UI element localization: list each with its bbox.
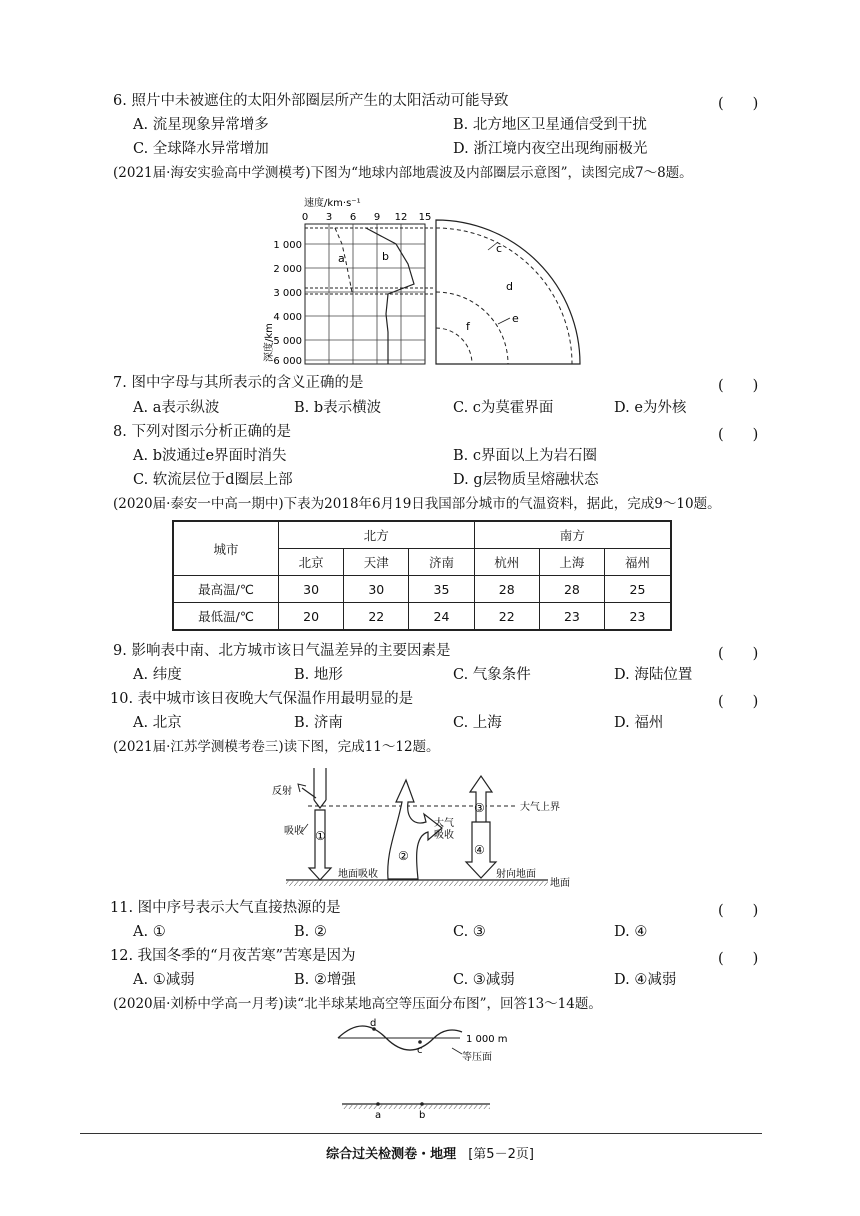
depth-tick: 2 000 — [273, 264, 302, 275]
q10-option-a: A. 北京 — [133, 715, 182, 731]
ground-label: 地面 — [550, 878, 570, 889]
isobar-label: 等压面 — [462, 1052, 492, 1063]
layer-c-label: c — [496, 242, 503, 255]
layer-d-label: d — [506, 280, 513, 293]
q9-answer-paren: ( ) — [718, 646, 759, 662]
source-note-7-8: (2021届·海安实验高中学测模考)下图为“地球内部地震波及内部圈层示意图”，读图完成7～8题。 — [113, 165, 693, 181]
q7-option-d: D. e为外核 — [614, 400, 687, 416]
city-name: 济南 — [409, 549, 474, 576]
row-label-max: 最高温/℃ — [173, 576, 279, 603]
city-temperature-table — [172, 520, 672, 631]
q6-option-c: C. 全球降水异常增加 — [133, 141, 269, 157]
to-ground-label: 射向地面 — [496, 869, 536, 880]
q6-option-b: B. 北方地区卫星通信受到干扰 — [453, 117, 647, 133]
q8-option-c: C. 软流层位于d圈层上部 — [133, 472, 293, 488]
row-label-min: 最低温/℃ — [173, 603, 279, 631]
atm-absorb-label-2: 吸收 — [434, 830, 454, 841]
ground-absorb-label: 地面吸收 — [338, 869, 378, 880]
q8-option-a: A. b波通过e界面时消失 — [133, 448, 287, 464]
city-name: 上海 — [539, 549, 604, 576]
point-d-label: d — [370, 1018, 377, 1029]
q8-stem: 8. 下列对图示分析正确的是 — [113, 424, 291, 440]
q7-answer-paren: ( ) — [718, 378, 759, 394]
q9-option-c: C. 气象条件 — [453, 667, 531, 683]
q6-answer-paren: ( ) — [718, 96, 759, 112]
table-header-south: 南方 — [474, 521, 671, 549]
speed-tick: 0 — [301, 212, 309, 223]
depth-tick: 6 000 — [273, 356, 302, 367]
q10-option-b: B. 济南 — [294, 715, 343, 731]
min-temp-cell: 24 — [409, 603, 474, 631]
q9-option-a: A. 纬度 — [133, 667, 182, 683]
q8-option-d: D. g层物质呈熔融状态 — [453, 472, 599, 488]
atm-absorb-label-1: 大气 — [434, 818, 454, 829]
curve-a-label: a — [338, 252, 345, 265]
min-temp-cell: 20 — [279, 603, 344, 631]
depth-tick: 4 000 — [273, 312, 302, 323]
speed-tick: 12 — [394, 212, 408, 223]
source-note-11-12: (2021届·江苏学测模考卷三)读下图，完成11～12题。 — [113, 739, 440, 755]
table-row — [173, 603, 671, 631]
atmosphere-top-label: 大气上界 — [520, 802, 560, 813]
number-3: ③ — [474, 801, 485, 815]
max-temp-cell: 28 — [474, 576, 539, 603]
city-name: 福州 — [605, 549, 671, 576]
number-1: ① — [315, 829, 326, 843]
q11-answer-paren: ( ) — [718, 903, 759, 919]
max-temp-cell: 35 — [409, 576, 474, 603]
q7-option-c: C. c为莫霍界面 — [453, 400, 554, 416]
isobaric-surface-figure — [330, 1018, 530, 1120]
q6-stem: 6. 照片中未被遮住的太阳外部圈层所产生的太阳活动可能导致 — [113, 93, 509, 109]
speed-ticks — [302, 212, 432, 223]
height-label: 1 000 m — [466, 1034, 508, 1045]
point-a-label: a — [375, 1110, 382, 1120]
depth-tick: 3 000 — [273, 288, 302, 299]
speed-tick: 9 — [373, 212, 381, 223]
q11-option-a: A. ① — [133, 924, 166, 940]
absorb-label: 吸收 — [284, 826, 304, 837]
q6-option-d: D. 浙江境内夜空出现绚丽极光 — [453, 141, 648, 157]
q9-stem: 9. 影响表中南、北方城市该日气温差异的主要因素是 — [113, 643, 451, 659]
source-note-13-14: (2020届·刘桥中学高一月考)读“北半球某地高空等压面分布图”，回答13～14题。 — [113, 996, 602, 1012]
q12-option-c: C. ③减弱 — [453, 972, 515, 988]
q12-stem: 12. 我国冬季的“月夜苦寒”苦寒是因为 — [110, 948, 356, 964]
page-footer — [0, 1143, 860, 1162]
min-temp-cell: 23 — [539, 603, 604, 631]
footer-page-number: [第5－2页] — [468, 1147, 534, 1162]
max-temp-cell: 30 — [344, 576, 409, 603]
number-2: ② — [398, 849, 409, 863]
speed-tick: 15 — [418, 212, 432, 223]
depth-tick: 1 000 — [273, 240, 302, 251]
table-header-north: 北方 — [279, 521, 475, 549]
atmospheric-heating-figure — [268, 762, 588, 890]
table-header-city: 城市 — [173, 521, 279, 576]
city-name: 杭州 — [474, 549, 539, 576]
point-c-label: c — [417, 1045, 423, 1056]
q10-answer-paren: ( ) — [718, 694, 759, 710]
q11-option-d: D. ④ — [614, 924, 648, 940]
point-b-label: b — [419, 1110, 426, 1120]
q12-option-d: D. ④减弱 — [614, 972, 677, 988]
depth-axis-label: 深度/km — [264, 323, 275, 362]
q7-stem: 7. 图中字母与其所表示的含义正确的是 — [113, 375, 364, 391]
q7-option-a: A. a表示纵波 — [133, 400, 220, 416]
layer-e-label: e — [512, 312, 519, 325]
q12-option-b: B. ②增强 — [294, 972, 356, 988]
min-temp-cell: 22 — [344, 603, 409, 631]
footer-rule — [80, 1133, 762, 1134]
footer-title: 综合过关检测卷・地理 — [326, 1147, 457, 1162]
min-temp-cell: 22 — [474, 603, 539, 631]
seismic-wave-figure — [258, 192, 588, 370]
city-name: 天津 — [344, 549, 409, 576]
speed-tick: 3 — [325, 212, 333, 223]
q12-answer-paren: ( ) — [718, 951, 759, 967]
q10-option-d: D. 福州 — [614, 715, 664, 731]
q7-option-b: B. b表示横波 — [294, 400, 382, 416]
speed-tick: 6 — [349, 212, 357, 223]
arrow-1 — [309, 810, 331, 880]
q6-option-a: A. 流星现象异常增多 — [133, 117, 269, 133]
q11-stem: 11. 图中序号表示大气直接热源的是 — [110, 900, 341, 916]
q10-option-c: C. 上海 — [453, 715, 502, 731]
reflect-label: 反射 — [272, 786, 292, 797]
q12-option-a: A. ①减弱 — [133, 972, 195, 988]
speed-axis-label: 速度/km·s⁻¹ — [304, 198, 361, 209]
curve-b-label: b — [382, 250, 389, 263]
layer-f-label: f — [466, 320, 470, 333]
table-row — [173, 576, 671, 603]
q9-option-d: D. 海陆位置 — [614, 667, 693, 683]
q10-stem: 10. 表中城市该日夜晚大气保温作用最明显的是 — [110, 691, 414, 707]
q9-option-b: B. 地形 — [294, 667, 343, 683]
source-note-9-10: (2020届·泰安一中高一期中)下表为2018年6月19日我国部分城市的气温资料，据此，完成9～10题。 — [113, 496, 721, 512]
q11-option-b: B. ② — [294, 924, 327, 940]
min-temp-cell: 23 — [605, 603, 671, 631]
q8-option-b: B. c界面以上为岩石圈 — [453, 448, 597, 464]
p-wave-curve — [366, 228, 414, 364]
depth-tick: 5 000 — [273, 336, 302, 347]
city-name: 北京 — [279, 549, 344, 576]
number-4: ④ — [474, 843, 485, 857]
q11-option-c: C. ③ — [453, 924, 486, 940]
q8-answer-paren: ( ) — [718, 427, 759, 443]
max-temp-cell: 28 — [539, 576, 604, 603]
max-temp-cell: 25 — [605, 576, 671, 603]
max-temp-cell: 30 — [279, 576, 344, 603]
